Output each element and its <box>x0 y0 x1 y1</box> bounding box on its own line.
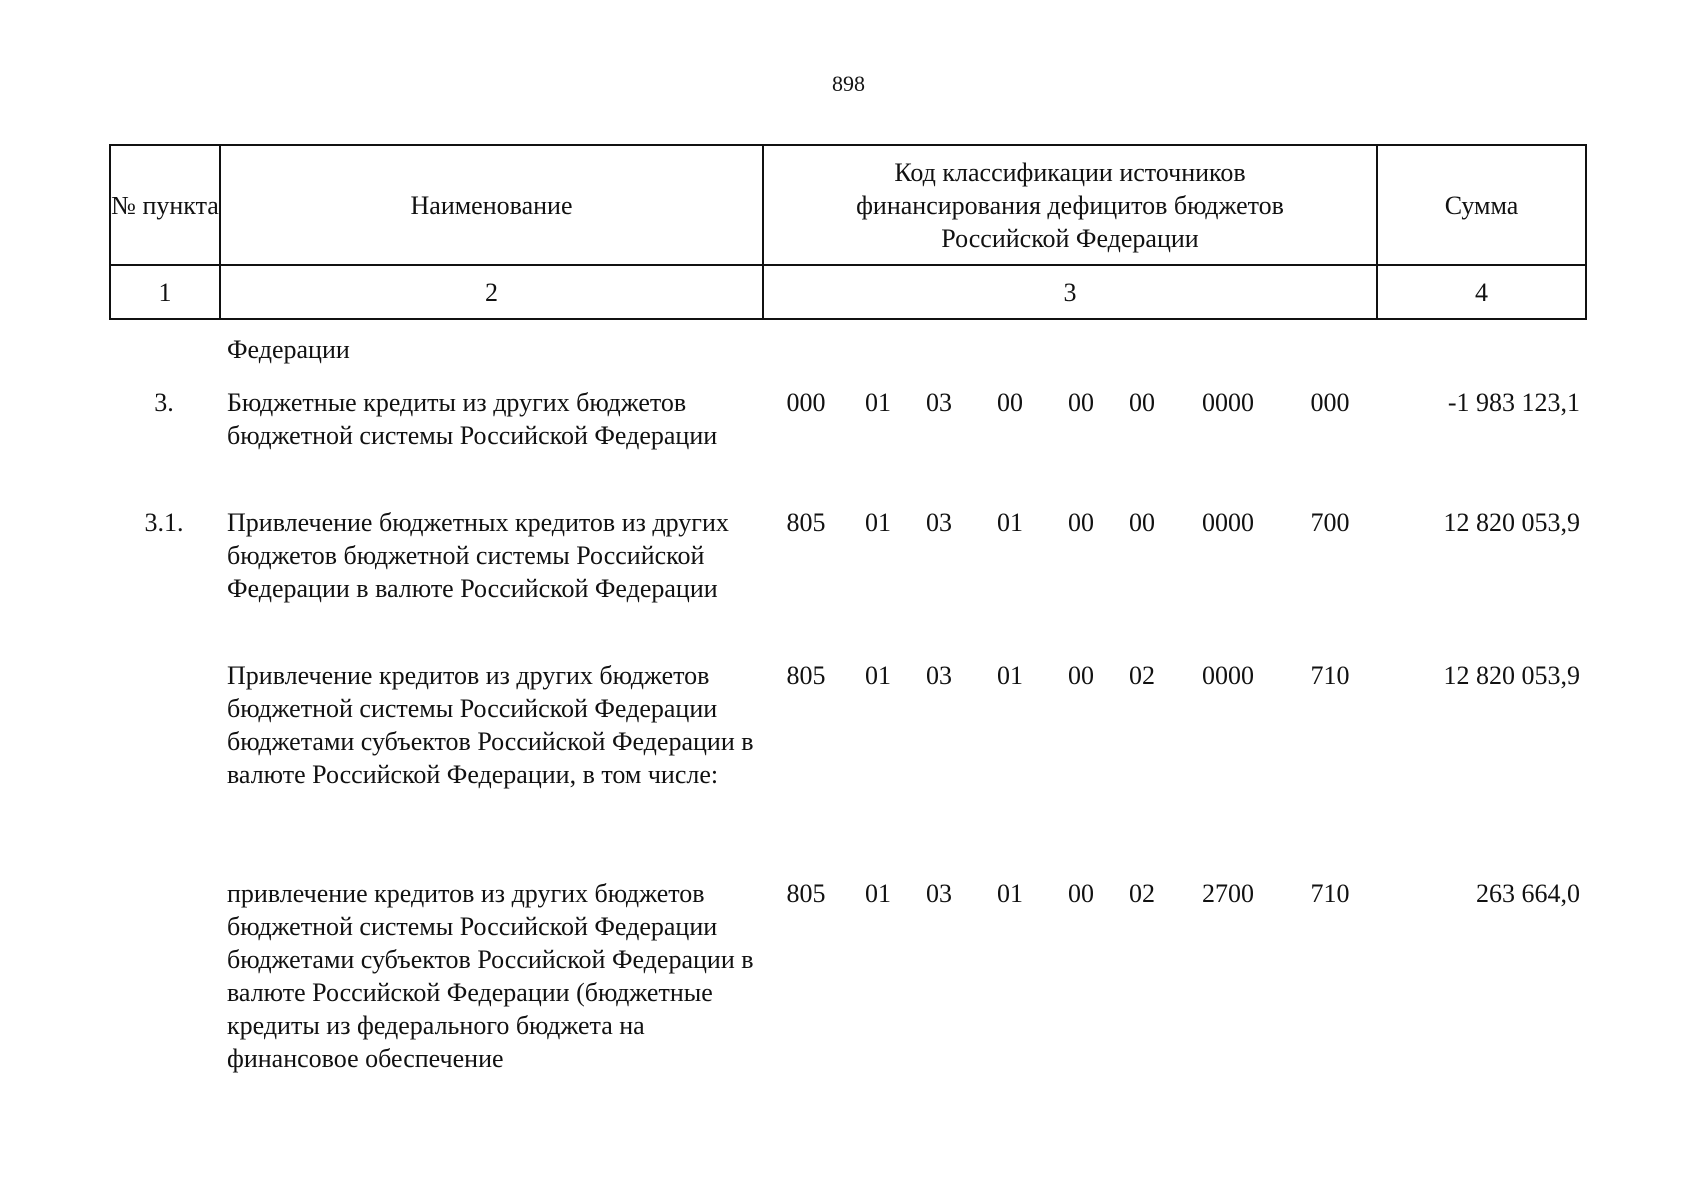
header-index-4: 4 <box>1377 265 1586 319</box>
code-part: 00 <box>1068 508 1094 537</box>
code-part: 00 <box>1068 661 1094 690</box>
row-name: Привлечение кредитов из других бюджетов бюджетной системы Российской Федерации бюджетами субъектов Российской Федерации в валюте Российской Федерации, в том числе: <box>227 661 754 789</box>
code-part: 00 <box>1068 879 1094 908</box>
code-part: 00 <box>997 388 1023 417</box>
code-part: 0000 <box>1202 388 1254 417</box>
code-part: 000 <box>786 388 826 417</box>
header-item-number: № пункта <box>110 145 220 265</box>
code-part: 03 <box>926 661 952 690</box>
code-part: 000 <box>1310 388 1350 417</box>
code-part: 01 <box>997 661 1023 690</box>
header-amount: Сумма <box>1377 145 1586 265</box>
code-part: 0000 <box>1202 661 1254 690</box>
row-amount: 12 820 053,9 <box>1443 508 1580 537</box>
code-part: 01 <box>865 661 891 690</box>
code-part: 01 <box>865 508 891 537</box>
code-part: 0000 <box>1202 508 1254 537</box>
row-name: Бюджетные кредиты из других бюджетов бюджетной системы Российской Федерации <box>227 388 718 450</box>
code-part: 01 <box>865 879 891 908</box>
header-classification-code: Код классификации источников финансирования дефицитов бюджетов Российской Федерации <box>763 145 1377 265</box>
code-part: 2700 <box>1202 879 1254 908</box>
row-number: 3.1. <box>144 508 184 537</box>
code-part: 805 <box>786 661 826 690</box>
code-part: 805 <box>786 879 826 908</box>
code-part: 710 <box>1310 879 1350 908</box>
row-amount: 263 664,0 <box>1476 879 1580 908</box>
code-part: 00 <box>1068 388 1094 417</box>
table-header <box>109 144 1587 320</box>
code-part: 710 <box>1310 661 1350 690</box>
row-name: привлечение кредитов из других бюджетов бюджетной системы Российской Федерации бюджетами субъектов Российской Федерации в валюте Российской Федерации (бюджетные кредиты из федерального бюджета на финансовое обеспечение <box>227 879 754 1073</box>
code-part: 03 <box>926 508 952 537</box>
row-number: 3. <box>154 388 174 417</box>
header-name: Наименование <box>220 145 763 265</box>
code-part: 03 <box>926 388 952 417</box>
row-amount: -1 983 123,1 <box>1447 388 1580 417</box>
header-index-2: 2 <box>220 265 763 319</box>
code-part: 00 <box>1129 388 1155 417</box>
row-amount: 12 820 053,9 <box>1443 661 1580 690</box>
code-part: 02 <box>1129 661 1155 690</box>
code-part: 01 <box>865 388 891 417</box>
continuation-text: Федерации <box>227 335 350 364</box>
code-part: 01 <box>997 879 1023 908</box>
code-part: 805 <box>786 508 826 537</box>
code-part: 700 <box>1310 508 1350 537</box>
page-number: 898 <box>832 71 865 96</box>
code-part: 02 <box>1129 879 1155 908</box>
code-part: 03 <box>926 879 952 908</box>
row-name: Привлечение бюджетных кредитов из других бюджетов бюджетной системы Российской Федерации в валюте Российской Федерации <box>227 508 729 603</box>
header-index-1: 1 <box>110 265 220 319</box>
header-index-3: 3 <box>763 265 1377 319</box>
code-part: 01 <box>997 508 1023 537</box>
code-part: 00 <box>1129 508 1155 537</box>
